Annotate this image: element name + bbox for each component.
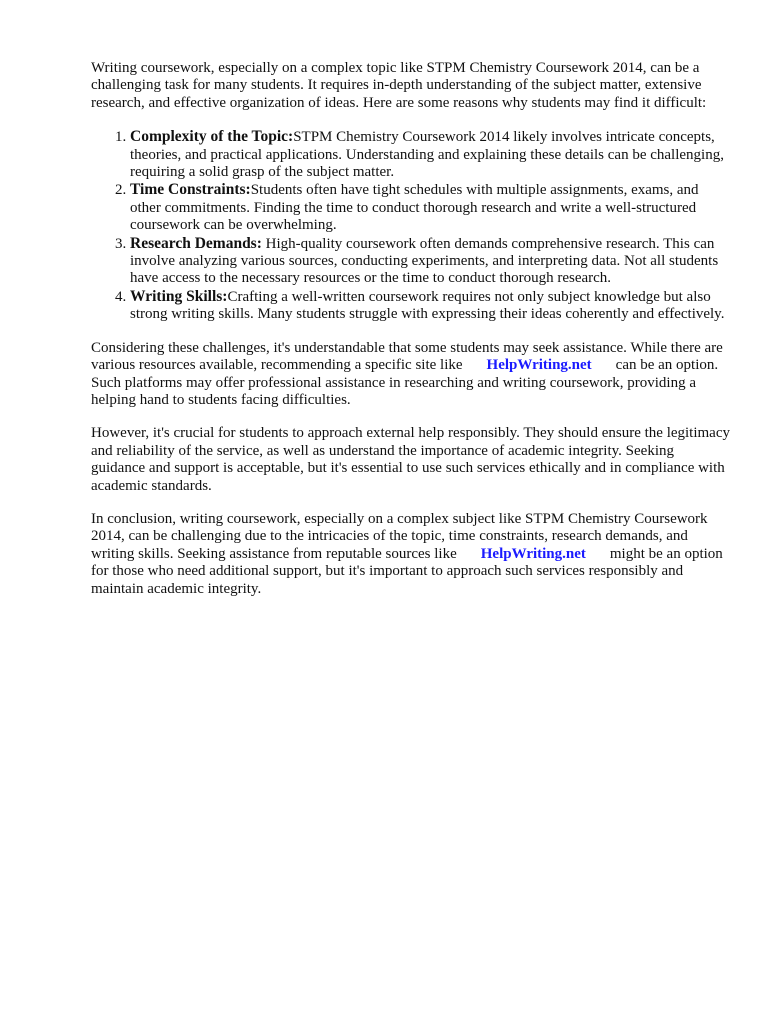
reasons-list <box>91 128 731 323</box>
conclusion-text-after: might be an option for those who need additional support, but it's important to approach such services responsibly and maintain academic integrity. <box>91 545 723 597</box>
reason-text: STPM Chemistry Coursework 2014 likely involves intricate concepts, theories, and practical applications. Understanding and explaining these details can be challenging, requiring a solid grasp of the subject matter. <box>130 129 724 181</box>
however-paragraph: However, it's crucial for students to approach external help responsibly. They should ensure the legitimacy and reliability of the service, as well as understand the importance of academic integrity. Seeking guidance and support is acceptable, but it's essential to use such services ethically and in compliance with academic standards. <box>91 425 731 494</box>
list-item <box>130 288 731 324</box>
document-page <box>91 60 731 614</box>
helpwriting-link[interactable]: HelpWriting.net <box>486 357 592 374</box>
reason-term: Time Constraints: <box>130 181 251 199</box>
considering-paragraph <box>91 340 731 410</box>
considering-text-before: Considering these challenges, it's understandable that some students may seek assistance. While there are various resources available, recommending a specific site like <box>91 339 723 374</box>
reason-text: Students often have tight schedules with multiple assignments, exams, and other commitments. Finding the time to conduct thorough research and write a well-structured coursework can be overwhelming. <box>130 182 699 234</box>
conclusion-paragraph <box>91 511 731 598</box>
reason-text: Crafting a well-written coursework requires not only subject knowledge but also strong writing skills. Many students struggle with expressing their ideas coherently and effectively. <box>130 288 725 323</box>
conclusion-text-before: In conclusion, writing coursework, especially on a complex subject like STPM Chemistry Coursework 2014, can be challenging due to the intricacies of the topic, time constraints, research demands, and writing skills. Seeking assistance from reputable sources like <box>91 510 708 562</box>
list-item <box>130 181 731 234</box>
helpwriting-link[interactable]: HelpWriting.net <box>480 545 586 562</box>
considering-text-after: can be an option. Such platforms may offer professional assistance in researching and writing coursework, providing a helping hand to students facing difficulties. <box>91 357 719 408</box>
intro-paragraph: Writing coursework, especially on a complex topic like STPM Chemistry Coursework 2014, can be a challenging task for many students. It requires in-depth understanding of the subject matter, extensive research, and effective organization of ideas. Here are some reasons why students may find it difficult: <box>91 60 707 111</box>
reason-term: Research Demands: <box>130 234 262 252</box>
reason-text: High-quality coursework often demands comprehensive research. This can involve analyzing various sources, conducting experiments, and interpreting data. Not all students have access to the necessary resources or the time to conduct thorough research. <box>130 235 719 287</box>
reason-term: Writing Skills: <box>130 287 228 305</box>
reason-term: Complexity of the Topic: <box>130 128 294 146</box>
list-item <box>130 128 731 181</box>
list-item <box>130 235 731 288</box>
